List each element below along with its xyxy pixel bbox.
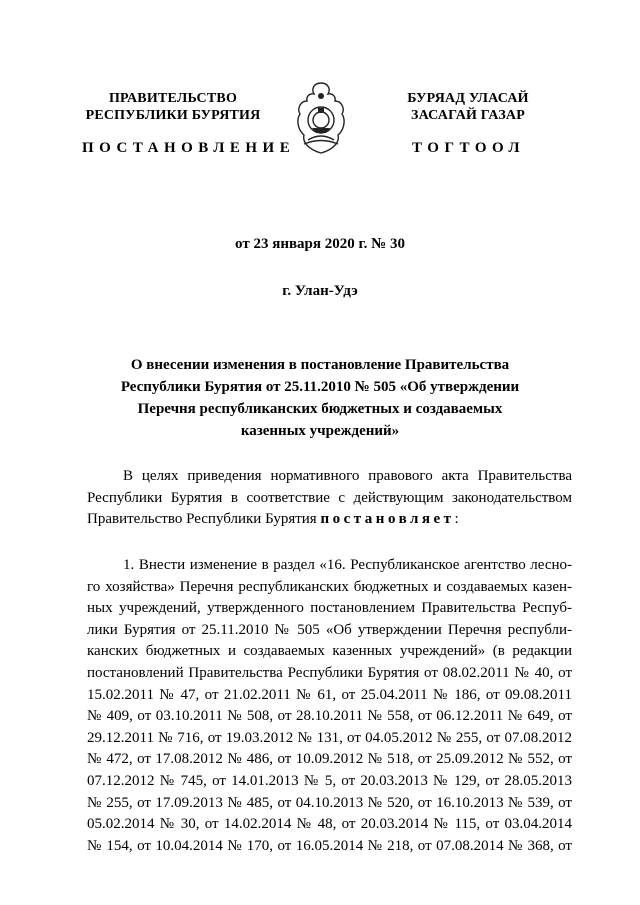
item-line: 05.02.2014 № 30, от 14.02.2014 № 48, от 20.03.2014 № 115, от 03.04.2014 <box>87 816 572 833</box>
government-name-ru <box>63 90 283 124</box>
document-city: г. Улан-Удэ <box>282 283 358 299</box>
item-line: 07.12.2012 № 745, от 14.01.2013 № 5, от 20.03.2013 № 129, от 28.05.2013 <box>87 772 572 789</box>
government-name-line: ЗАСАГАЙ ГАЗАР <box>410 108 525 123</box>
document-date-number: от 23 января 2020 г. № 30 <box>235 236 405 252</box>
title-line: Республики Бурятия от 25.11.2010 № 505 «Об утверждении <box>120 379 520 395</box>
decree-label-ru: ПОСТАНОВЛЕНИЕ <box>82 140 296 156</box>
item-line: ных учреждений, утвержденного постановлением Правительства Респуб- <box>87 600 572 617</box>
item-line: го хозяйства» Перечня республиканских бюджетных и создаваемых казен- <box>87 578 572 595</box>
item-line: 15.02.2011 № 47, от 21.02.2011 № 61, от 25.04.2011 № 186, от 09.08.2011 <box>87 686 572 703</box>
government-name-bua <box>358 90 578 124</box>
preamble-line: Республики Бурятия в соответствие с действующим законодательством <box>87 489 572 506</box>
document-title <box>100 354 540 442</box>
item-line: лики Бурятия от 25.11.2010 № 505 «Об утверждении Перечня республи- <box>87 621 572 638</box>
preamble-line: Правительство Республики Бурятия <box>87 511 321 528</box>
preamble-last-line <box>87 509 572 531</box>
item-line: 29.12.2011 № 716, от 19.03.2012 № 131, от 04.05.2012 № 255, от 07.08.2012 <box>87 729 572 746</box>
item-line: № 409, от 03.10.2011 № 508, от 28.10.2011 № 558, от 06.12.2011 № 649, от <box>87 708 572 725</box>
item-line: постановлений Правительства Республики Бурятия от 08.02.2011 № 40, от <box>87 664 572 681</box>
item-line: № 255, от 17.09.2013 № 485, от 04.10.2013 № 520, от 16.10.2013 № 539, от <box>87 794 572 811</box>
title-line: О внесении изменения в постановление Правительства <box>130 357 510 373</box>
item-line: 1. Внести изменение в раздел «16. Республиканское агентство лесно- <box>123 557 572 573</box>
preamble-colon: : <box>454 511 459 528</box>
item-line: № 154, от 10.04.2014 № 170, от 16.05.2014 № 218, от 07.08.2014 № 368, от <box>87 837 572 854</box>
preamble-line: В целях приведения нормативного правового акта Правительства <box>123 468 572 484</box>
title-line: Перечня республиканских бюджетных и создаваемых <box>137 401 503 417</box>
preamble-paragraph <box>87 466 572 531</box>
government-name-line: РЕСПУБЛИКИ БУРЯТИЯ <box>85 108 261 123</box>
government-name-line: БУРЯАД УЛАСАЙ <box>407 91 529 106</box>
item-1-paragraph <box>87 555 572 857</box>
decree-label-bua: ТОГТООЛ <box>412 140 526 156</box>
item-line: № 472, от 17.08.2012 № 486, от 10.09.2012 № 518, от 25.09.2012 № 552, от <box>87 751 572 768</box>
coat-of-arms-icon <box>290 80 352 156</box>
title-line: казенных учреждений» <box>240 423 400 439</box>
decree-keyword: постановляет <box>320 511 455 528</box>
government-name-line: ПРАВИТЕЛЬСТВО <box>108 91 238 106</box>
item-line: канских бюджетных и создаваемых казенных учреждений» (в редакции <box>87 643 572 660</box>
